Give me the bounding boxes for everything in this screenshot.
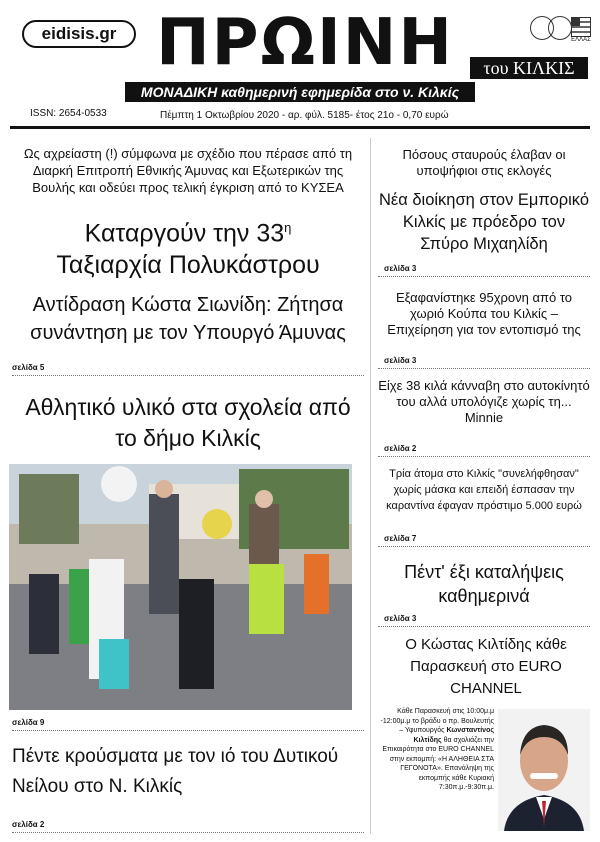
page-ref: σελίδα 2 [12, 820, 45, 829]
promo-name: Κωνσταντίνος Κιλτίδης [413, 727, 494, 744]
headline-33-brigade-b: Ταξιαρχία Πολυκάστρου [56, 251, 320, 280]
promo-headline: Ο Κώστας Κιλτίδης κάθε Παρασκευή στο EURO CHANNEL [405, 636, 567, 697]
portrait-photo [498, 709, 590, 831]
divider [12, 730, 364, 731]
page-ref: σελίδα 2 [384, 444, 417, 453]
headline-occupations: Πέντ' έξι καταλήψεις καθημερινά [404, 562, 564, 606]
headline-33-brigade-a: Καταργούν την 33 [84, 219, 285, 248]
promo-text [378, 707, 494, 793]
dateline: Πέμπτη 1 Οκτωβρίου 2020 - αρ. φύλ. 5185- έτος 21ο - 0,70 ευρώ [160, 110, 449, 121]
divider [378, 456, 590, 457]
intro-kicker: Ως αχρείαστη (!) σύμφωνα με σχέδιο που πέρασε από τη Διαρκή Επιτροπή Εθνικής Άμυνας και Εξωτερικών της Βουλής και οδεύει προς τελική έγκριση από το ΚΥΣΕΑ [23, 146, 353, 195]
site-url-badge: eidisis.gr [22, 20, 136, 48]
schoolyard-photo [9, 464, 352, 710]
masthead-divider [10, 126, 590, 129]
headline-mask-fine: Τρία άτομα στο Κιλκίς "συνελήφθησαν" χωρίς μάσκα και επειδή έσπασαν την καραντίνα έφαγαν πρόστιμο 5.000 ευρώ [386, 468, 582, 512]
headline-missing-woman: Εξαφανίστηκε 95χρονη από το χωριό Κούπα του Κιλκίς – Επιχείρηση για τον εντοπισμό της [387, 290, 581, 337]
headline-emporikos: Νέα διοίκηση στον Εμπορικό Κιλκίς με πρόεδρο τον Σπύρο Μιχαηλίδη [378, 191, 590, 253]
divider [378, 276, 590, 277]
tagline: ΜΟΝΑΔΙΚΗ καθημερινή εφημερίδα στο ν. Κιλκίς [125, 82, 475, 102]
headline-west-nile: Πέντε κρούσματα με τον ιό του Δυτικού Νείλου στο Ν. Κιλκίς [12, 746, 339, 797]
column-divider [370, 138, 371, 834]
headline-33-brigade [12, 212, 364, 281]
headline-sports-equipment: Αθλητικό υλικό στα σχολεία από το δήμο Κιλκίς [25, 394, 351, 451]
page-ref: σελίδα 9 [12, 718, 45, 727]
page-ref: σελίδα 3 [384, 264, 417, 273]
page-ref: σελίδα 7 [384, 534, 417, 543]
divider [378, 626, 590, 627]
kicker-elections: Πόσους σταυρούς έλαβαν οι υποψήφιοι στις εκλογές [402, 147, 566, 178]
headline-cannabis: Είχε 38 κιλά κάνναβη στο αυτοκίνητό του αλλά υπολόγιζε χωρίς τη... Minnie [378, 378, 590, 425]
divider [12, 375, 364, 376]
promo-text-1: Κάθε Παρασκευή στις 10:00μ.μ -12:00μ.μ το βράδυ ο πρ. Βουλευτής – Υφυπουργός [380, 708, 494, 734]
newspaper-subtitle: του ΚΙΛΚΙΣ [470, 57, 588, 79]
seal-label: ΕΛΛΑΣ [571, 37, 591, 43]
page-ref: σελίδα 3 [384, 356, 417, 365]
newspaper-title: ΠΡΩΙΝΗ [156, 6, 454, 80]
flag-icon [571, 17, 591, 37]
promo-text-2: θα σχολιάζει την Επικαιρότητα στο EURO CHANNEL στην εκπομπή: «Η ΑΛΗΘΕΙΑ ΣΤΑ ΓΕΓΟΝΟΤΑ». Επανάληψη της εκπομπής κάθε Κυριακή 7:30π.μ.-9:30π.μ. [382, 736, 494, 791]
headline-sionidis: Αντίδραση Κώστα Σιωνίδη: Ζήτησα συνάντηση με τον Υπουργό Άμυνας [30, 294, 346, 344]
page-ref: σελίδα 5 [12, 363, 45, 372]
divider [378, 546, 590, 547]
headline-33-brigade-sup: η [284, 220, 292, 235]
divider [378, 368, 590, 369]
issn: ISSN: 2654-0533 [30, 108, 107, 119]
divider [12, 832, 364, 833]
page-ref: σελίδα 3 [384, 614, 417, 623]
